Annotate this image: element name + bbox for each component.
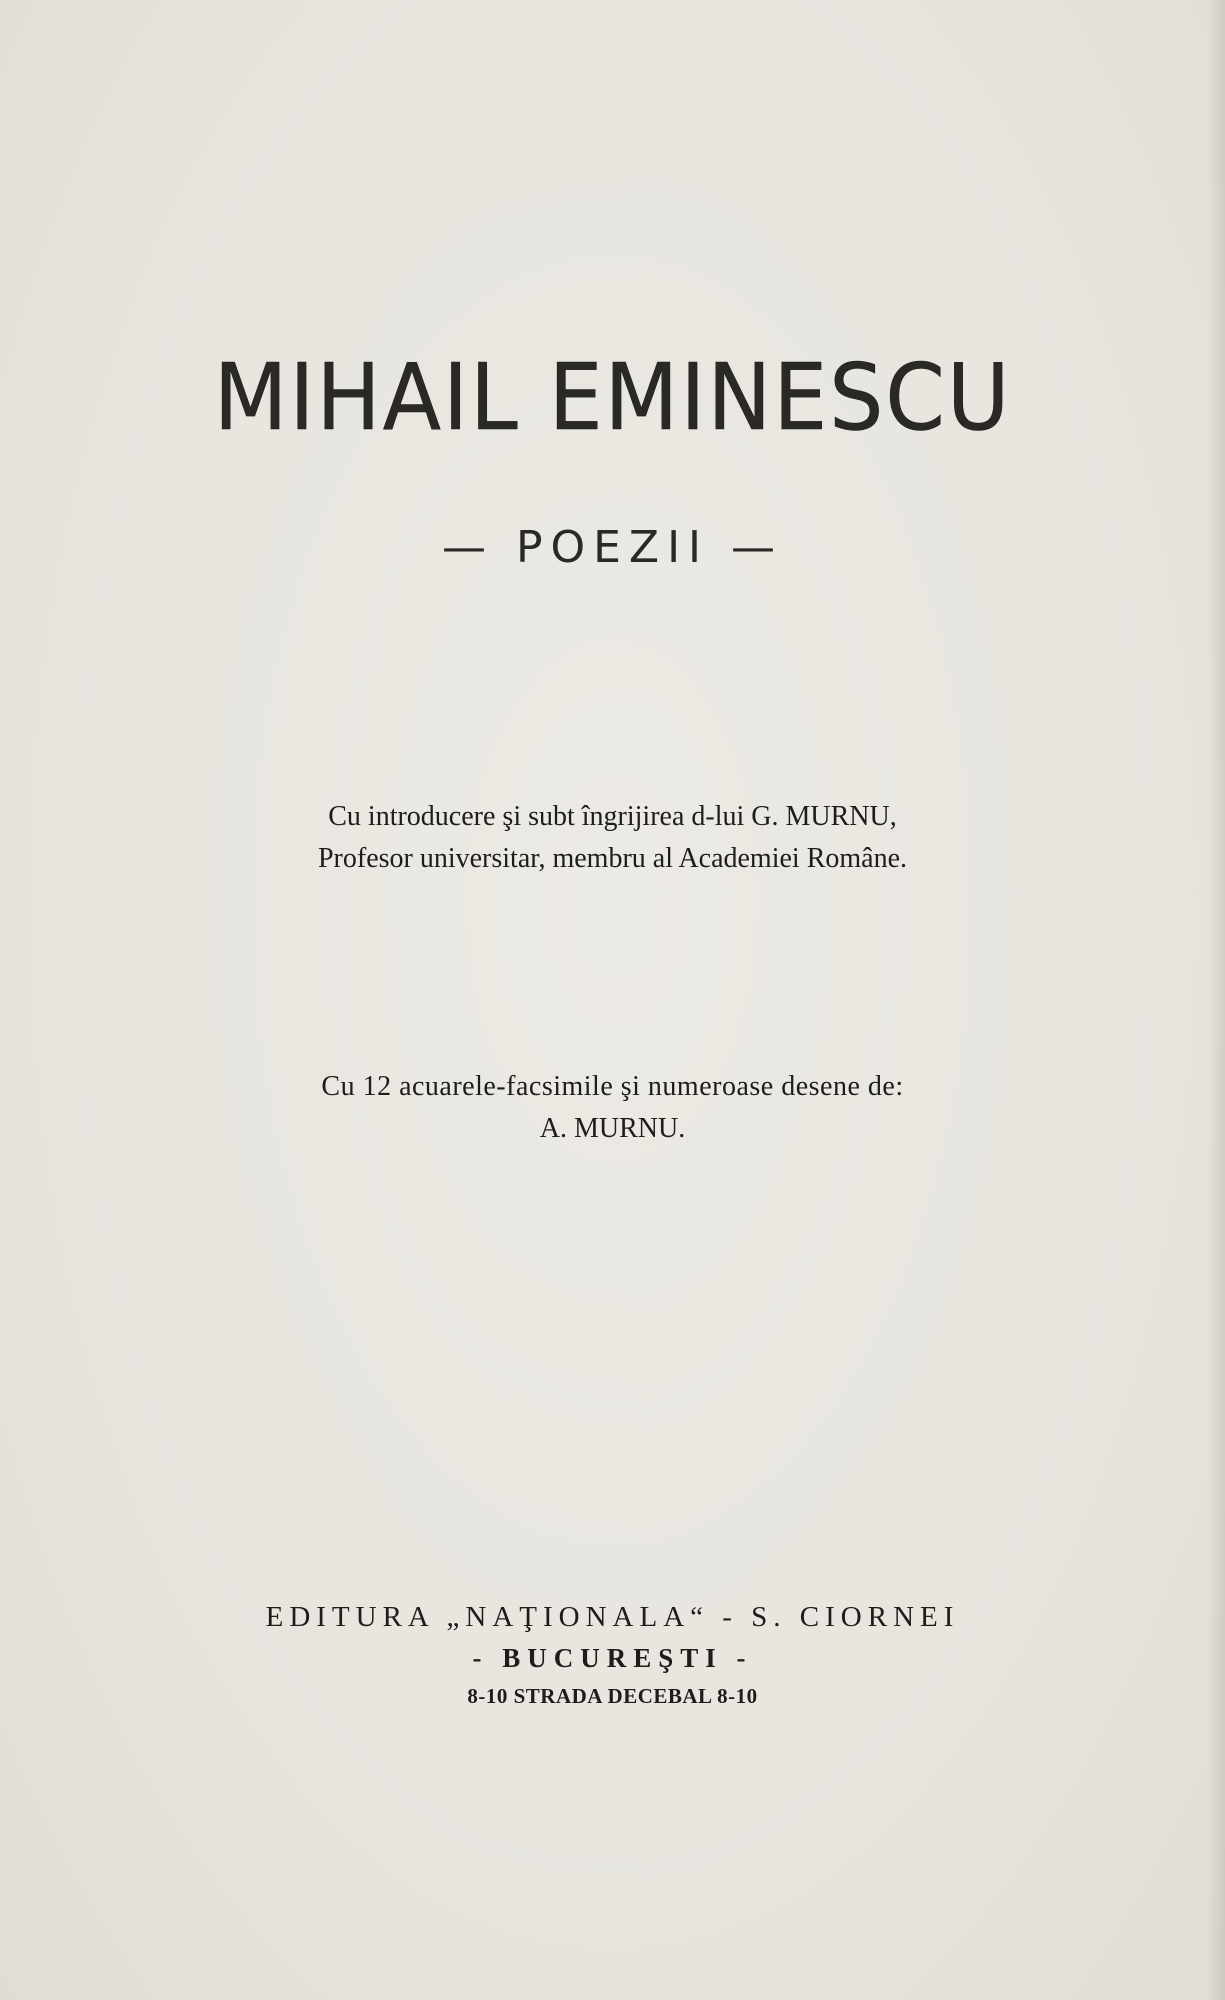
introduction-line-1: Cu introducere şi subt îngrijirea d-lui G. MURNU, (328, 801, 897, 832)
publisher-address: 8-10 STRADA DECEBAL 8-10 (467, 1684, 758, 1708)
illustration-line-1: Cu 12 acuarele-facsimile şi numeroase desene de: (321, 1071, 904, 1102)
introduction-line-2: Profesor universitar, membru al Academiei Române. (317, 843, 908, 874)
illustration-credit (0, 1066, 1225, 1150)
publisher-city: - BUCUREŞTI - (472, 1643, 753, 1673)
publisher-name: EDITURA „NAŢIONALA“ - S. CIORNEI (265, 1601, 960, 1633)
book-subtitle: — POEZII — (441, 522, 784, 573)
introduction-credit (0, 796, 1225, 880)
author-title (43, 344, 1182, 451)
author-title-text: MIHAIL EMINESCU (213, 344, 1012, 451)
illustration-line-2: A. MURNU. (539, 1113, 686, 1144)
